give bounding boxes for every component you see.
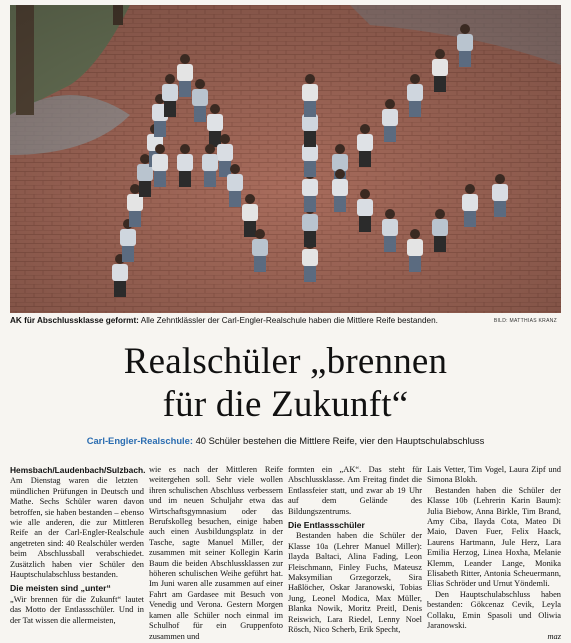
subline [0,435,571,446]
photo-caption [10,316,561,328]
article-body [10,465,561,640]
author-signature: maz [547,631,561,641]
article-column-1 [10,465,144,626]
subline-kicker: Carl-Engler-Realschule: [86,435,193,446]
col4-paragraph-2: Bestanden haben die Schüler der Klasse 10b (Lehrerin Karin Baum): Julia Biebow, Anna Birkle, Tim Brand, Amy Ciba, Ilayda Cota, Mateo Di Maio, Daven Fuer, Felix Haack, Laurens Hartmann, Jule Herz, Lara Emilia Herzog, Linea Hoxha, Melanie Klemm, Leander Lange, Monika Elisabeth Ritter, Antonia Scheuermann, Elias Schröder und Urnut Yöndemli. [427,485,561,589]
col4-paragraph-3: Den Hauptschulabschluss haben bestanden: Gökcenaz Cevik, Leyla Collaku, Emin Spasoli und Oliwia Jaranowski. [427,589,561,631]
group-photo-drawing [10,5,561,313]
headline-line-2: für die Zukunft“ [162,384,409,425]
subheading-1: Die meisten sind „unter“ [10,583,111,594]
col1-paragraph-1: Am Dienstag waren die letzten mündlichen Prüfungen in Deutsch und Mathe. Sechs Schüler waren davon betroffen, sie haben bestanden – ebenso wie alle anderen, die zur Mittleren Reife an der Carl-Engler-Realschule angetreten sind: 40 Realschüler werden beim Abschlussball verabschiedet. Zusätzlich haben vier Schüler den Hauptschulabschluss bestanden. [10,476,144,580]
photo-credit: BILD: MATTHIAS KRANZ [493,318,557,324]
headline [0,340,571,426]
article-column-4 [427,465,561,642]
group-photo [10,5,561,313]
headline-line-1: Realschüler „brennen [123,341,448,382]
caption-lead: AK für Abschlussklasse geformt: [10,316,139,325]
col1-paragraph-2: „Wir brennen für die Zukunft“ lautet das Motto der Entlassschüler. Und in der Tat wissen die allermeisten, [10,594,144,625]
col3-paragraph-2: Bestanden haben die Schüler der Klasse 10a (Lehrer Manuel Miller): Ilayda Baltaci, Alina Fading, Leon Fleischmann, Finley Fuchs, Mateusz Maksymilian Grzegorzek, Sira Haßlöcher, Oskar Jaranowski, Tobias Jung, Leonel Modica, Max Müller, Blanka Nowik, Moritz Preitl, Denis Reiswich, Lara Riedel, Lenny Noel Rösch, Nico Scherb, Erik Specht, [288,531,422,635]
article-column-2 [149,465,283,642]
col2-paragraph-1: wie es nach der Mittleren Reife weitergehen soll. Sehr viele wollen ihren schulischen Abschluss verbessern und im neuen Schuljahr etwa das Wirtschaftsgymnasium oder das Berufskolleg besuchen, einige haben auch einen Ausbildungsplatz in der Tasche, sagte Manuel Miller, der zusammen mit seiner Kollegin Karin Baum die beiden Abschlussklassen zur höheren schulischen Weihe geführt hat. Im Juni waren alle zusammen auf einer Fahrt am Gardasee mit Besuch von Venedig und Verona. Gestern Morgen kamen alle Schüler noch einmal im Schulhof für ein Gruppenfoto zusammen und [149,465,283,641]
caption-text: Alle Zehntklässler der Carl-Engler-Realschule haben die Mittlere Reife bestanden. [138,316,438,325]
article-column-3 [288,465,422,636]
subline-text: 40 Schüler bestehen die Mittlere Reife, vier den Hauptschulabschluss [192,435,485,446]
subheading-2: Die Entlassschüler [288,520,365,531]
col4-paragraph-1: Lais Vetter, Tim Vogel, Laura Zipf und Simona Blokh. [427,465,561,485]
col3-paragraph-1: formten ein „AK“. Das steht für Abschlussklasse. Am Freitag findet die Entlassfeier statt, und zwar ab 19 Uhr auf dem Gelände des Bildungszentrums. [288,465,422,516]
dateline: Hemsbach/Laudenbach/Sulzbach. [10,465,146,475]
